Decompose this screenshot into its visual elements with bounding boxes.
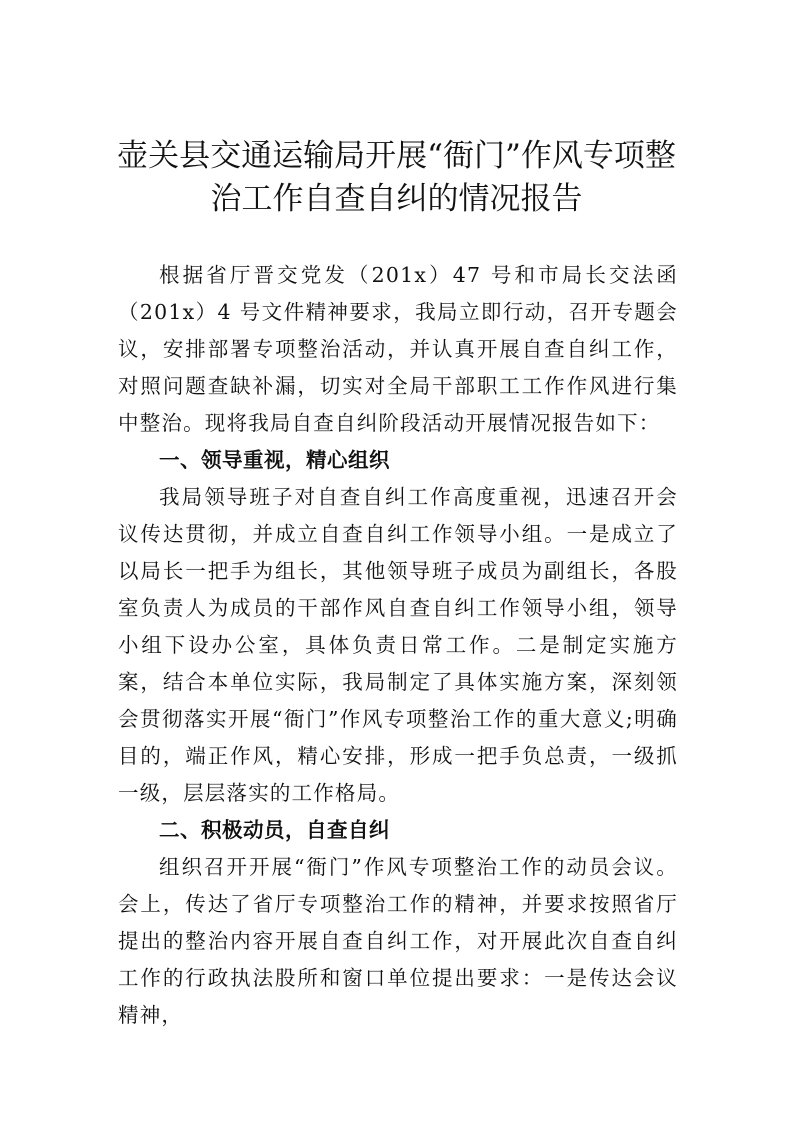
intro-paragraph: 根据省厅晋交党发（201x）47 号和市局长交法函（201x）4 号文件精神要求，我局立即行动，召开专题会议，安排部署专项整治活动，并认真开展自查自纠工作，对照问题查缺补漏，切实对全局干部职工工作作风进行集中整治。现将我局自查自纠阶段活动开展情况报告如下：: [118, 263, 678, 435]
title-line-1: 壶关县交通运输局开展“衙门”作风专项整: [117, 138, 676, 174]
section-heading-2: 二、积极动员，自查自纠: [159, 818, 390, 842]
section-paragraph-2: 组织召开开展“衙门”作风专项整治工作的动员会议。会上，传达了省厅专项整治工作的精神，并要求按照省厅提出的整治内容开展自查自纠工作，对开展此次自查自纠工作的行政执法股所和窗口单位提出要求：一是传达会议精神，: [118, 855, 678, 1027]
title-line-2: 治工作自查自纠的情况报告: [210, 181, 583, 217]
document-title: [100, 135, 693, 221]
section-heading-1: 一、领导重视，精心组织: [159, 448, 390, 472]
section-paragraph-1: 我局领导班子对自查自纠工作高度重视，迅速召开会议传达贯彻，并成立自查自纠工作领导小组。一是成立了以局长一把手为组长，其他领导班子成员为副组长，各股室负责人为成员的干部作风自查自纠工作领导小组，领导小组下设办公室，具体负责日常工作。二是制定实施方案，结合本单位实际，我局制定了具体实施方案，深刻领会贯彻落实开展“衙门”作风专项整治工作的重大意义;明确目的，端正作风，精心安排，形成一把手负总责，一级抓一级，层层落实的工作格局。: [118, 485, 678, 805]
document-body: [118, 257, 678, 1034]
